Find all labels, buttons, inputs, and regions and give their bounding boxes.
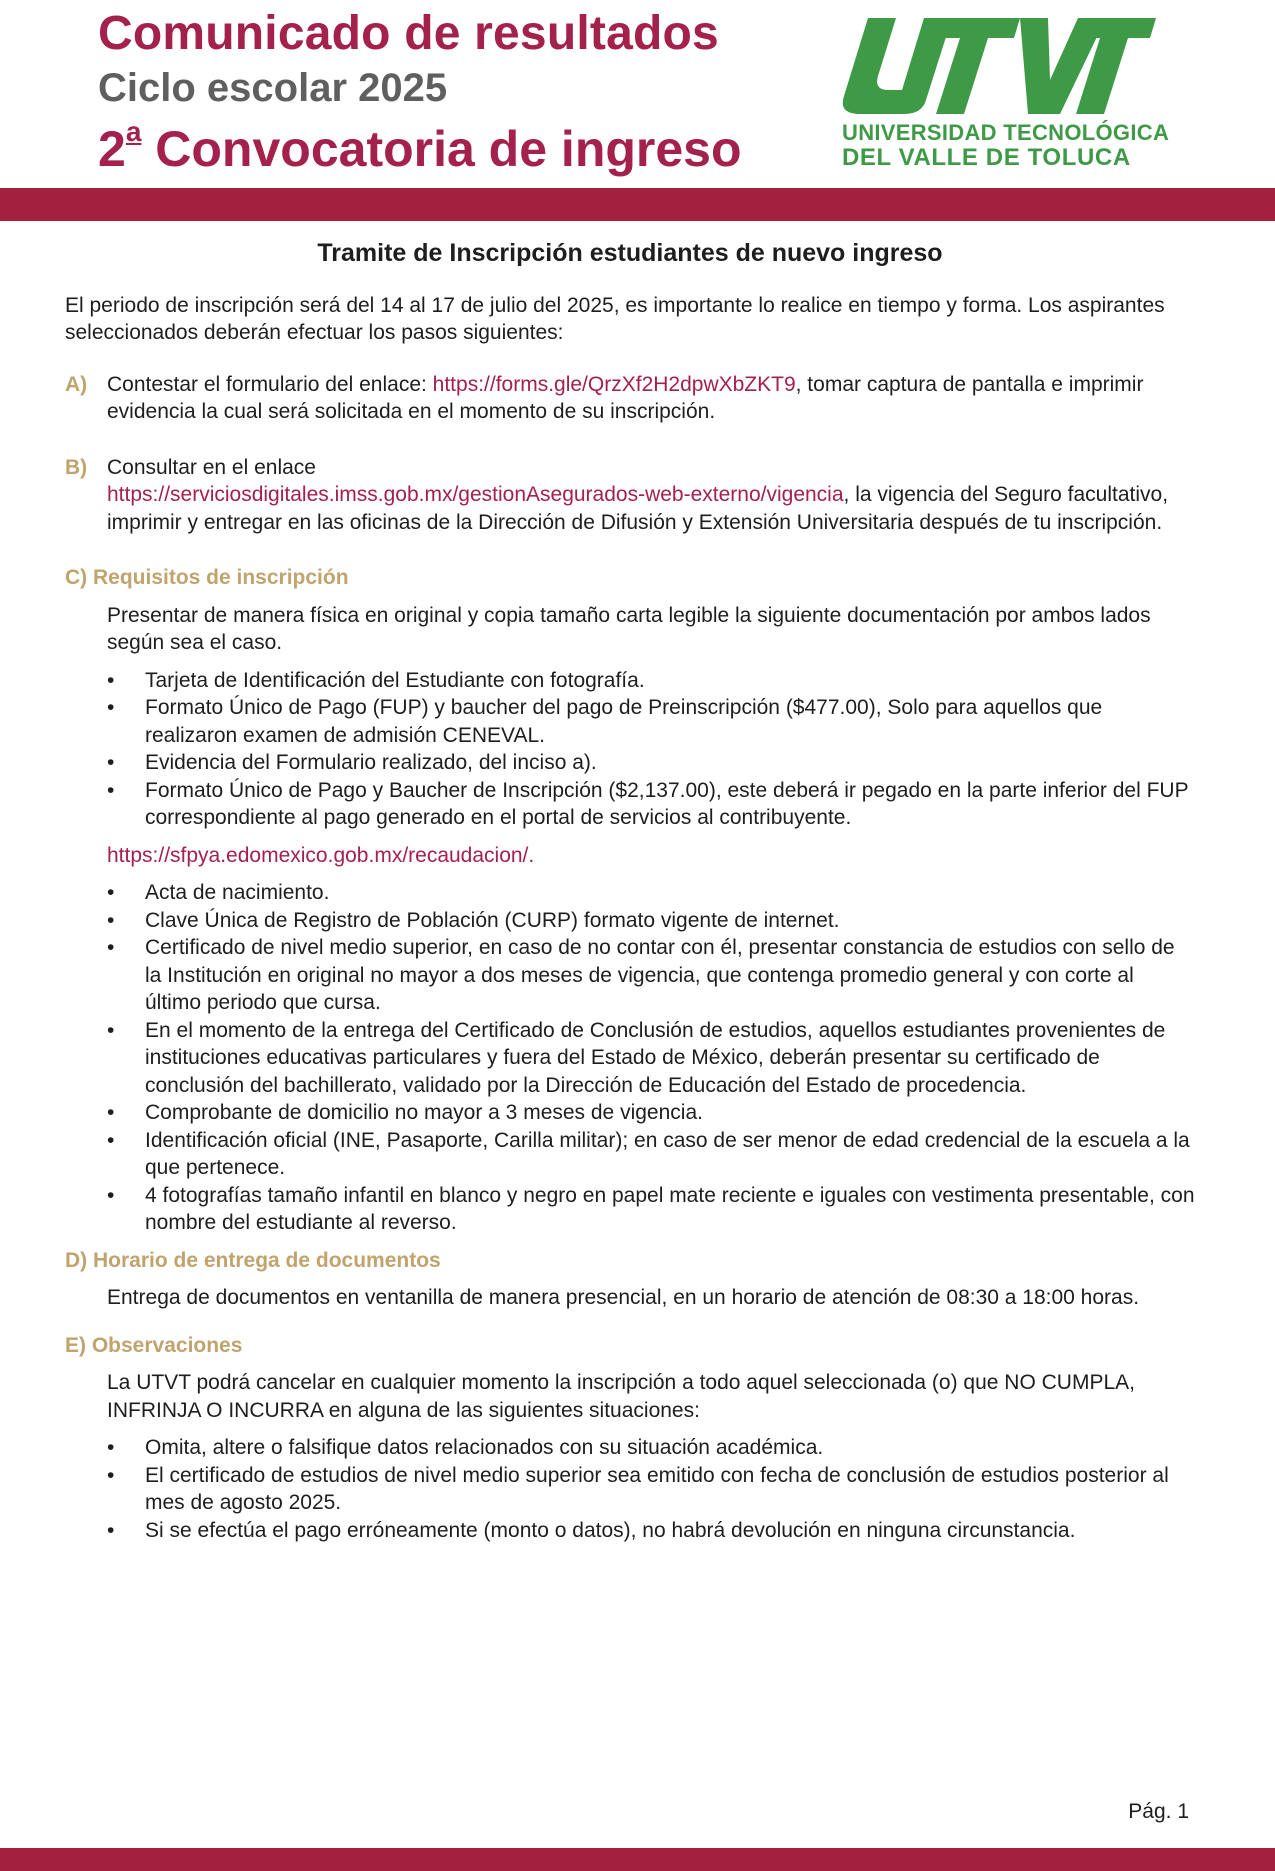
conv-text: Convocatoria de ingreso xyxy=(141,121,742,177)
list-item: • Formato Único de Pago (FUP) y baucher del pago de Preinscripción ($477.00), Solo para aquellos que realizaron examen de admisión CENEVAL. xyxy=(107,694,1195,749)
list-item: • 4 fotografías tamaño infantil en blanco y negro en papel mate reciente e iguales con vestimenta presentable, con nombre del estudiante al reverso. xyxy=(107,1182,1195,1237)
list-item: • Evidencia del Formulario realizado, del inciso a). xyxy=(107,749,1195,777)
document-title: Tramite de Inscripción estudiantes de nuevo ingreso xyxy=(317,239,943,267)
step-b-text-end: , la vigencia del Seguro facultativo, imprimir y entregar en las oficinas de la Dirección de Difusión y Extensión Universitaria después de tu inscripción. xyxy=(107,483,1169,534)
step-b-text: Consultar en el enlace xyxy=(107,455,316,479)
intro-paragraph: El periodo de inscripción será del 14 al 17 de julio del 2025, es importante lo realice en tiempo y forma. Los aspirantes seleccionados deberán efectuar los pasos siguientes: xyxy=(65,293,1165,344)
step-a-text-end: , tomar captura de pantalla e imprimir evidencia la cual será solicitada en el momento de su inscripción. xyxy=(107,372,1144,423)
section-d-body xyxy=(65,1284,1195,1312)
recaudacion-link[interactable]: https://sfpya.edomexico.gob.mx/recaudacion/ xyxy=(107,843,529,867)
step-a-text: Contestar el formulario del enlace: xyxy=(107,372,433,396)
section-c-intro: Presentar de manera física en original y copia tamaño carta legible la siguiente documentación por ambos lados según sea el caso. xyxy=(107,603,1151,654)
conv-number: 2 xyxy=(98,121,126,177)
forms-link[interactable]: https://forms.gle/QrzXf2H2dpwXbZKT9 xyxy=(432,372,796,396)
requirements-list-2 xyxy=(107,879,1195,1237)
list-item: • Acta de nacimiento. xyxy=(107,879,1195,907)
step-a-letter: A) xyxy=(65,372,88,396)
list-item: • Comprobante de domicilio no mayor a 3 meses de vigencia. xyxy=(107,1099,1195,1127)
list-item: • Si se efectúa el pago erróneamente (monto o datos), no habrá devolución en ninguna circunstancia. xyxy=(107,1517,1195,1545)
utvt-logo-mark-icon xyxy=(838,18,1156,118)
section-e-intro: La UTVT podrá cancelar en cualquier momento la inscripción a todo aquel seleccionada (o) que NO CUMPLA, INFRINJA O INCURRA en alguna de las siguientes situaciones: xyxy=(107,1371,1135,1422)
list-item: • Omita, altere o falsifique datos relacionados con su situación académica. xyxy=(107,1434,1195,1462)
conv-ordinal: a xyxy=(125,116,142,147)
bottom-band-divider xyxy=(0,1848,1275,1871)
list-item: • Certificado de nivel medio superior, en caso de no contar con él, presentar constancia de estudios con sello de la Institución en original no mayor a dos meses de vigencia, que contenga promedio general y con corte al último periodo que cursa. xyxy=(107,934,1195,1017)
header-title: Comunicado de resultados xyxy=(98,7,719,60)
imss-link[interactable]: https://serviciosdigitales.imss.gob.mx/gestionAsegurados-web-externo/vigencia xyxy=(107,483,844,506)
recaudacion-link-suffix: . xyxy=(528,843,535,867)
section-c-heading: C) Requisitos de inscripción xyxy=(65,566,349,589)
list-item: • El certificado de estudios de nivel medio superior sea emitido con fecha de conclusión de estudios posterior al mes de agosto 2025. xyxy=(107,1462,1195,1517)
top-band-divider xyxy=(0,188,1275,221)
logo-text-line2: DEL VALLE DE TOLUCA xyxy=(842,144,1131,171)
section-e-body xyxy=(65,1369,1195,1544)
section-c-body xyxy=(65,602,1195,1237)
document-body xyxy=(65,240,1195,1554)
step-a xyxy=(65,371,1195,426)
header-subtitle: Ciclo escolar 2025 xyxy=(98,66,448,110)
section-e-heading: E) Observaciones xyxy=(65,1333,243,1357)
list-item: • Identificación oficial (INE, Pasaporte, Carilla militar); en caso de ser menor de edad credencial de la escuela a la que pertenece. xyxy=(107,1127,1195,1182)
logo-text-line1: UNIVERSIDAD TECNOLÓGICA xyxy=(842,120,1170,145)
list-item: • Formato Único de Pago y Baucher de Inscripción ($2,137.00), este deberá ir pegado en la parte inferior del FUP correspondiente al pago generado en el portal de servicios al contribuyente. xyxy=(107,777,1195,832)
page-header xyxy=(0,0,1275,188)
section-d-text: Entrega de documentos en ventanilla de manera presencial, en un horario de atención de 08:30 a 18:00 horas. xyxy=(107,1286,1140,1309)
observations-list xyxy=(107,1434,1195,1544)
requirements-list-1 xyxy=(107,667,1195,832)
recaudacion-link-line xyxy=(107,842,1195,870)
section-d-heading: D) Horario de entrega de documentos xyxy=(65,1248,441,1272)
list-item: • En el momento de la entrega del Certificado de Conclusión de estudios, aquellos estudiantes provenientes de instituciones educativas particulares y fuera del Estado de México, deberán presentar su certificado de conclusión del bachillerato, validado por la Dirección de Educación del Estado de procedencia. xyxy=(107,1017,1195,1100)
list-item: • Clave Única de Registro de Población (CURP) formato vigente de internet. xyxy=(107,907,1195,935)
page-number: Pág. 1 xyxy=(1128,1800,1189,1823)
list-item: • Tarjeta de Identificación del Estudiante con fotografía. xyxy=(107,667,1195,695)
header-convocatoria xyxy=(98,116,742,178)
step-b-letter: B) xyxy=(65,455,88,479)
step-b xyxy=(65,454,1195,537)
utvt-logo xyxy=(838,18,1170,171)
